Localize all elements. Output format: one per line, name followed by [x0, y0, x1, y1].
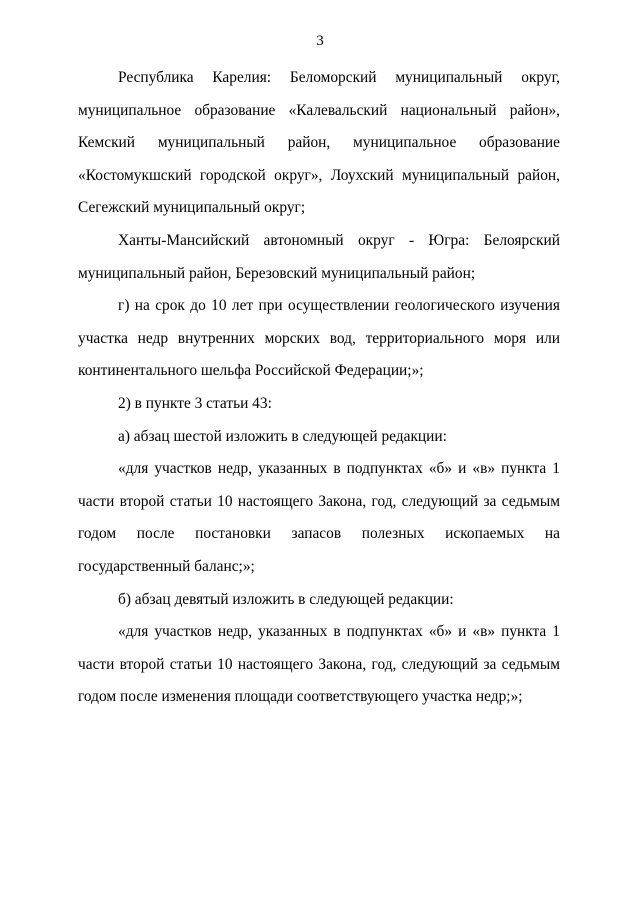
document-body [78, 62, 560, 714]
paragraph-subitem-b: б) абзац девятый изложить в следующей редакции: [118, 590, 454, 608]
paragraph-subitem-a: а) абзац шестой изложить в следующей редакции: [118, 427, 447, 445]
paragraph-khanty-mansiysk: Ханты-Мансийский автономный округ - Югра: Белоярский муниципальный район, Березовский муниципальный район; [78, 231, 560, 282]
paragraph-item-2: 2) в пункте 3 статьи 43: [118, 394, 272, 412]
page-number: 3 [316, 33, 324, 49]
paragraph-quote-a: «для участков недр, указанных в подпунктах «б» и «в» пункта 1 части второй статьи 10 настоящего Закона, год, следующий за седьмым годом после постановки запасов полезных ископаемых на государственный баланс;»; [78, 460, 560, 575]
paragraph-item-g: г) на срок до 10 лет при осуществлении геологического изучения участка недр внутренних морских вод, территориального моря или континентального шельфа Российской Федерации;»; [78, 297, 560, 380]
paragraph-karelia: Республика Карелия: Беломорский муниципальный округ, муниципальное образование «Калевальский национальный район», Кемский муниципальный район, муниципальное образование «Костомукшский городской округ», Лоухский муниципальный район, Сегежский муниципальный округ; [78, 69, 560, 217]
paragraph-quote-b: «для участков недр, указанных в подпунктах «б» и «в» пункта 1 части второй статьи 10 настоящего Закона, год, следующий за седьмым годом после изменения площади соответствующего участка недр;»; [78, 623, 560, 706]
